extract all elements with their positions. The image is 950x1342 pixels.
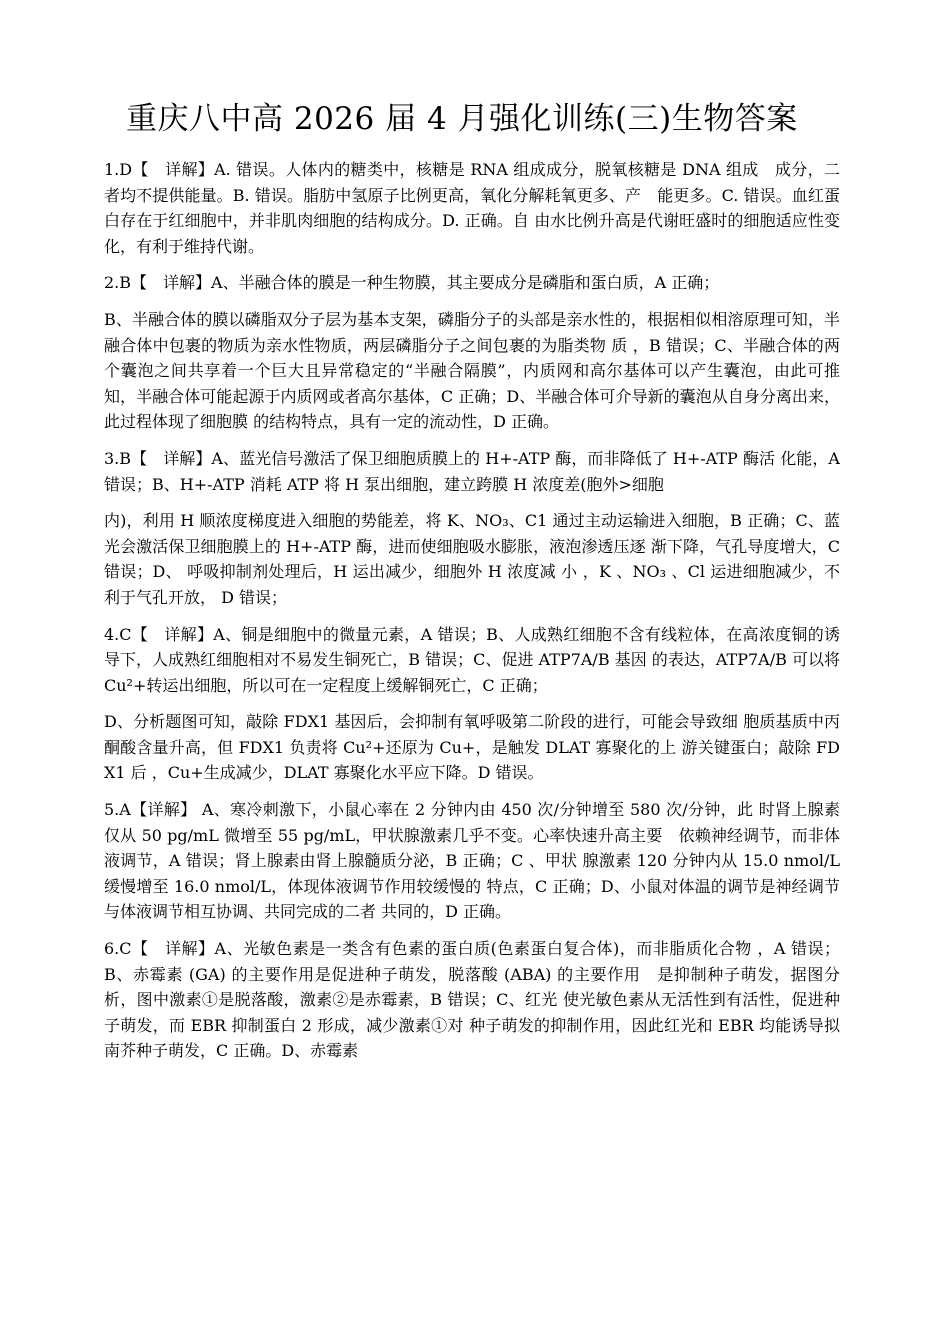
answer-4-part-a: 4.C【 详解】A、铜是细胞中的微量元素，A 错误；B、人成熟红细胞不含有线粒体，在高浓度铜的诱导下，人成熟红细胞相对不易发生铜死亡，B 错误；C、促进 ATP7A/B 基因 的表达，ATP7A/B 可以将 Cu²+转运出细胞，所以可在一定程度上缓解铜死亡，C 正确；	[104, 624, 840, 695]
answer-6: 6.C【 详解】A、光敏色素是一类含有色素的蛋白质(色素蛋白复合体)，而非脂质化合物 ，A 错误；B、赤霉素 (GA) 的主要作用是促进种子萌发，脱落酸 (ABA) 的主要作用 是抑制种子萌发，据图分析，图中激素①是脱落酸，激素②是赤霉素，B 错误；C、红光 使光敏色素从无活性到有活性，促进种子萌发，而 EBR 抑制蛋白 2 形成，减少激素①对 种子萌发的抑制作用，因此红光和 EBR 均能诱导拟南芥种子萌发，C 正确。D、赤霉素	[104, 939, 840, 1061]
answer-5: 5.A【详解】 A、寒冷刺激下，小鼠心率在 2 分钟内由 450 次/分钟增至 580 次/分钟，此 时肾上腺素仅从 50 pg/mL 微增至 55 pg/mL，甲状腺激素几乎不变。心率快速升高主要 依赖神经调节，而非体液调节，A 错误；肾上腺素由肾上腺髓质分泌，B 正确；C 、甲状 腺激素 120 分钟内从 15.0 nmol/L 缓慢增至 16.0 nmol/L，体现体液调节作用较缓慢的 特点，C 正确；D、小鼠对体温的调节是神经调节与体液调节相互协调、共同完成的二者 共同的，D 正确。	[104, 800, 840, 922]
answer-2-part-b: B、半融合体的膜以磷脂双分子层为基本支架，磷脂分子的头部是亲水性的，根据相似相溶原理可知，半融合体中包裹的物质为亲水性物质，两层磷脂分子之间包裹的为脂类物 质 ，B 错误；C、半融合体的两个囊泡之间共享着一个巨大且异常稳定的“半融合隔膜”，内质网和高尔基体可以产生囊泡，由此可推知，半融合体可能起源于内质网或者高尔基体，C 正确；D、半融合体可介导新的囊泡从自身分离出来，此过程体现了细胞膜 的结构特点，具有一定的流动性，D 正确。	[104, 309, 840, 432]
answer-3-part-b: 内)，利用 H 顺浓度梯度进入细胞的势能差，将 K、NO₃、C1 通过主动运输进入细胞，B 正确；C、蓝光会激活保卫细胞膜上的 H+-ATP 酶，进而使细胞吸水膨胀，液泡渗透压逐 渐下降，气孔导度增大，C 错误；D、 呼吸抑制剂处理后，H 运出减少，细胞外 H 浓度减 小 ，K 、NO₃ 、Cl 运进细胞减少，不利于气孔开放， D 错误；	[104, 511, 840, 607]
answer-2-part-a: 2.B【 详解】A、半融合体的膜是一种生物膜，其主要成分是磷脂和蛋白质，A 正确；	[104, 273, 720, 293]
answer-4-part-b: D、分析题图可知，敲除 FDX1 基因后，会抑制有氧呼吸第二阶段的进行，可能会导致细 胞质基质中丙酮酸含量升高，但 FDX1 负责将 Cu²+还原为 Cu+，是触发 DLAT 寡聚化的上 游关键蛋白；敲除 FDX1 后 ，Cu+生成减少，DLAT 寡聚化水平应下降。D 错误。	[104, 712, 840, 783]
document-title: 重庆八中高 2026 届 4 月强化训练(三)生物答案	[126, 101, 798, 137]
answer-3-part-a: 3.B【 详解】A、蓝光信号激活了保卫细胞质膜上的 H+-ATP 酶，而非降低了 H+-ATP 酶活 化能，A 错误；B、H+-ATP 消耗 ATP 将 H 泵出细胞，建立跨膜 H 浓度差(胞外>细胞	[104, 448, 840, 494]
answer-1: 1.D【 详解】A. 错误。人体内的糖类中，核糖是 RNA 组成成分，脱氧核糖是 DNA 组成 成分，二者均不提供能量。B. 错误。脂肪中氢原子比例更高，氧化分解耗氧更多、产 能更多。C. 错误。血红蛋白存在于红细胞中，并非肌肉细胞的结构成分。D. 正确。自 由水比例升高是代谢旺盛时的细胞适应性变化，有利于维持代谢。	[104, 160, 840, 256]
